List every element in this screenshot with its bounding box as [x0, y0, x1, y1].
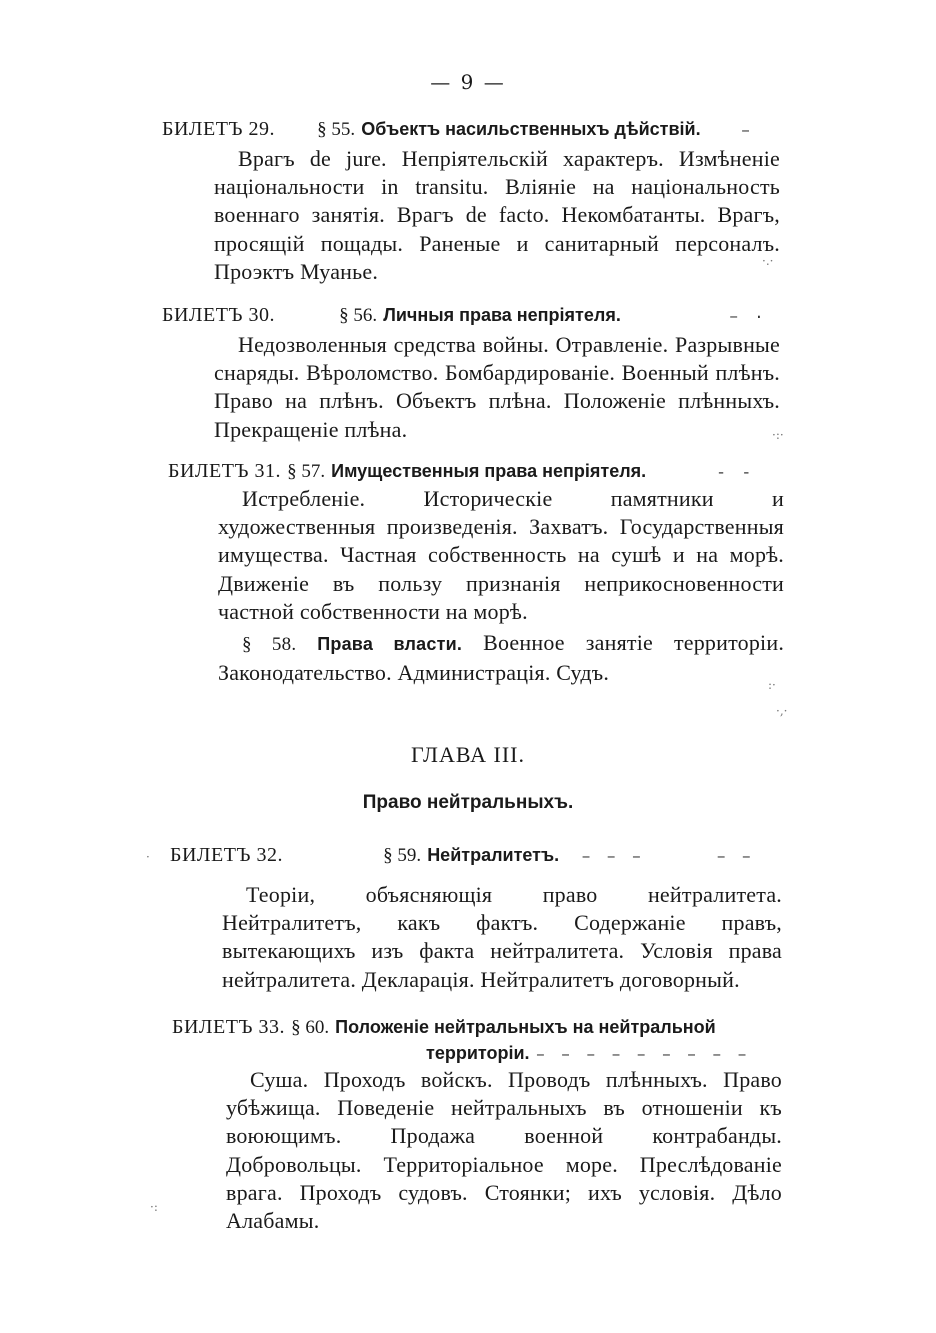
paragraph-number: § 57. — [287, 461, 326, 482]
paragraph-number: § 55. — [317, 119, 356, 140]
ticket-31-text: Истребленіе. Историческіе памятники и художественныя произведенія. Захватъ. Государственныя имущества. Частная собственность на сушѣ и на морѣ. Движеніе въ пользу признанія неприкосновенности частной собственности на морѣ. — [218, 486, 784, 624]
ticket-number: БИЛЕТЪ 29. — [162, 118, 276, 140]
ticket-30-heading — [162, 304, 767, 327]
ticket-33-heading-continuation — [426, 1042, 750, 1064]
ticket-29-heading — [162, 118, 753, 141]
paragraph-title: Права власти. — [317, 634, 463, 654]
ticket-29-text: Врагъ de jure. Непріятельскій характеръ. Измѣненіе національности in transitu. Вліяніе на національность военнаго занятія. Врагъ de facto. Некомбатанты. Врагъ, просящій пощады. Раненые и санитарный персоналъ. Проэктъ Муанье. — [214, 146, 780, 284]
ticket-33-heading — [172, 1016, 716, 1039]
ticket-31-heading — [168, 460, 754, 483]
dash-filler: – – — [716, 848, 755, 866]
paragraph-number: § 60. — [291, 1017, 330, 1038]
chapter-heading: ГЛАВА III. — [410, 742, 526, 767]
paragraph-number: § 59. — [383, 845, 422, 866]
scan-speck: ·: — [150, 1200, 158, 1214]
paragraph-number: § 56. — [339, 305, 378, 326]
paragraph-title: Нейтралитетъ. — [427, 845, 560, 865]
ticket-30-text: Недозволенныя средства войны. Отравленіе. Разрывные снаряды. Вѣроломство. Бомбардированіе. Военный плѣнъ. Право на плѣнъ. Объектъ плѣна. Положеніе плѣнныхъ. Прекращеніе плѣна. — [214, 332, 780, 442]
scan-speck: · — [146, 850, 150, 864]
ticket-number: БИЛЕТЪ 33. — [172, 1016, 286, 1038]
scan-speck: ·,· — [776, 704, 788, 718]
chapter-subheading: Право нейтральныхъ. — [362, 792, 574, 813]
dash-filler: – – – – – – – – – — [535, 1046, 750, 1064]
paragraph-title-continuation: территоріи. — [426, 1043, 530, 1063]
dash-filler: – · — [728, 308, 767, 326]
ticket-33-text: Суша. Проходъ войскъ. Проводъ плѣнныхъ. Право убѣжища. Поведеніе нейтральныхъ въ отношеніи къ воюющимъ. Продажа военной контрабанды. Добровольцы. Территоріальное море. Преслѣдованіе врага. Проходъ судовъ. Стоянки; ихъ условія. Дѣло Алабамы. — [226, 1067, 782, 1234]
scan-speck: ·:· — [772, 428, 784, 442]
paragraph-title: Положеніе нейтральныхъ на нейтральной — [335, 1017, 716, 1037]
paragraph-number: § 58. — [242, 634, 297, 655]
ticket-32-text: Теоріи, объясняющія право нейтралитета. Нейтралитетъ, какъ фактъ. Содержаніе правъ, вытекающихъ изъ факта нейтралитета. Условія права нейтралитета. Декларація. Нейтралитетъ договорный. — [222, 882, 782, 992]
paragraph-text: Военное занятіе территоріи. Законодательство. Администрація. Судъ. — [218, 630, 785, 686]
paragraph-58 — [218, 629, 784, 687]
ticket-32-heading — [170, 844, 754, 867]
scan-speck: ·.· — [762, 254, 774, 268]
page-number: — 9 — — [430, 70, 506, 94]
ticket-number: БИЛЕТЪ 32. — [170, 844, 284, 866]
dash-filler: - - — [716, 464, 755, 482]
scan-speck: :· — [768, 678, 776, 692]
ticket-number: БИЛЕТЪ 30. — [162, 304, 276, 326]
paragraph-title: Имущественныя права непріятеля. — [331, 461, 647, 481]
dash-filler: – — [740, 122, 754, 140]
paragraph-title: Объектъ насильственныхъ дѣйствій. — [361, 119, 701, 139]
paragraph-title: Личныя права непріятеля. — [383, 305, 621, 325]
dash-filler: – – – — [581, 848, 645, 866]
ticket-number: БИЛЕТЪ 31. — [168, 460, 282, 482]
